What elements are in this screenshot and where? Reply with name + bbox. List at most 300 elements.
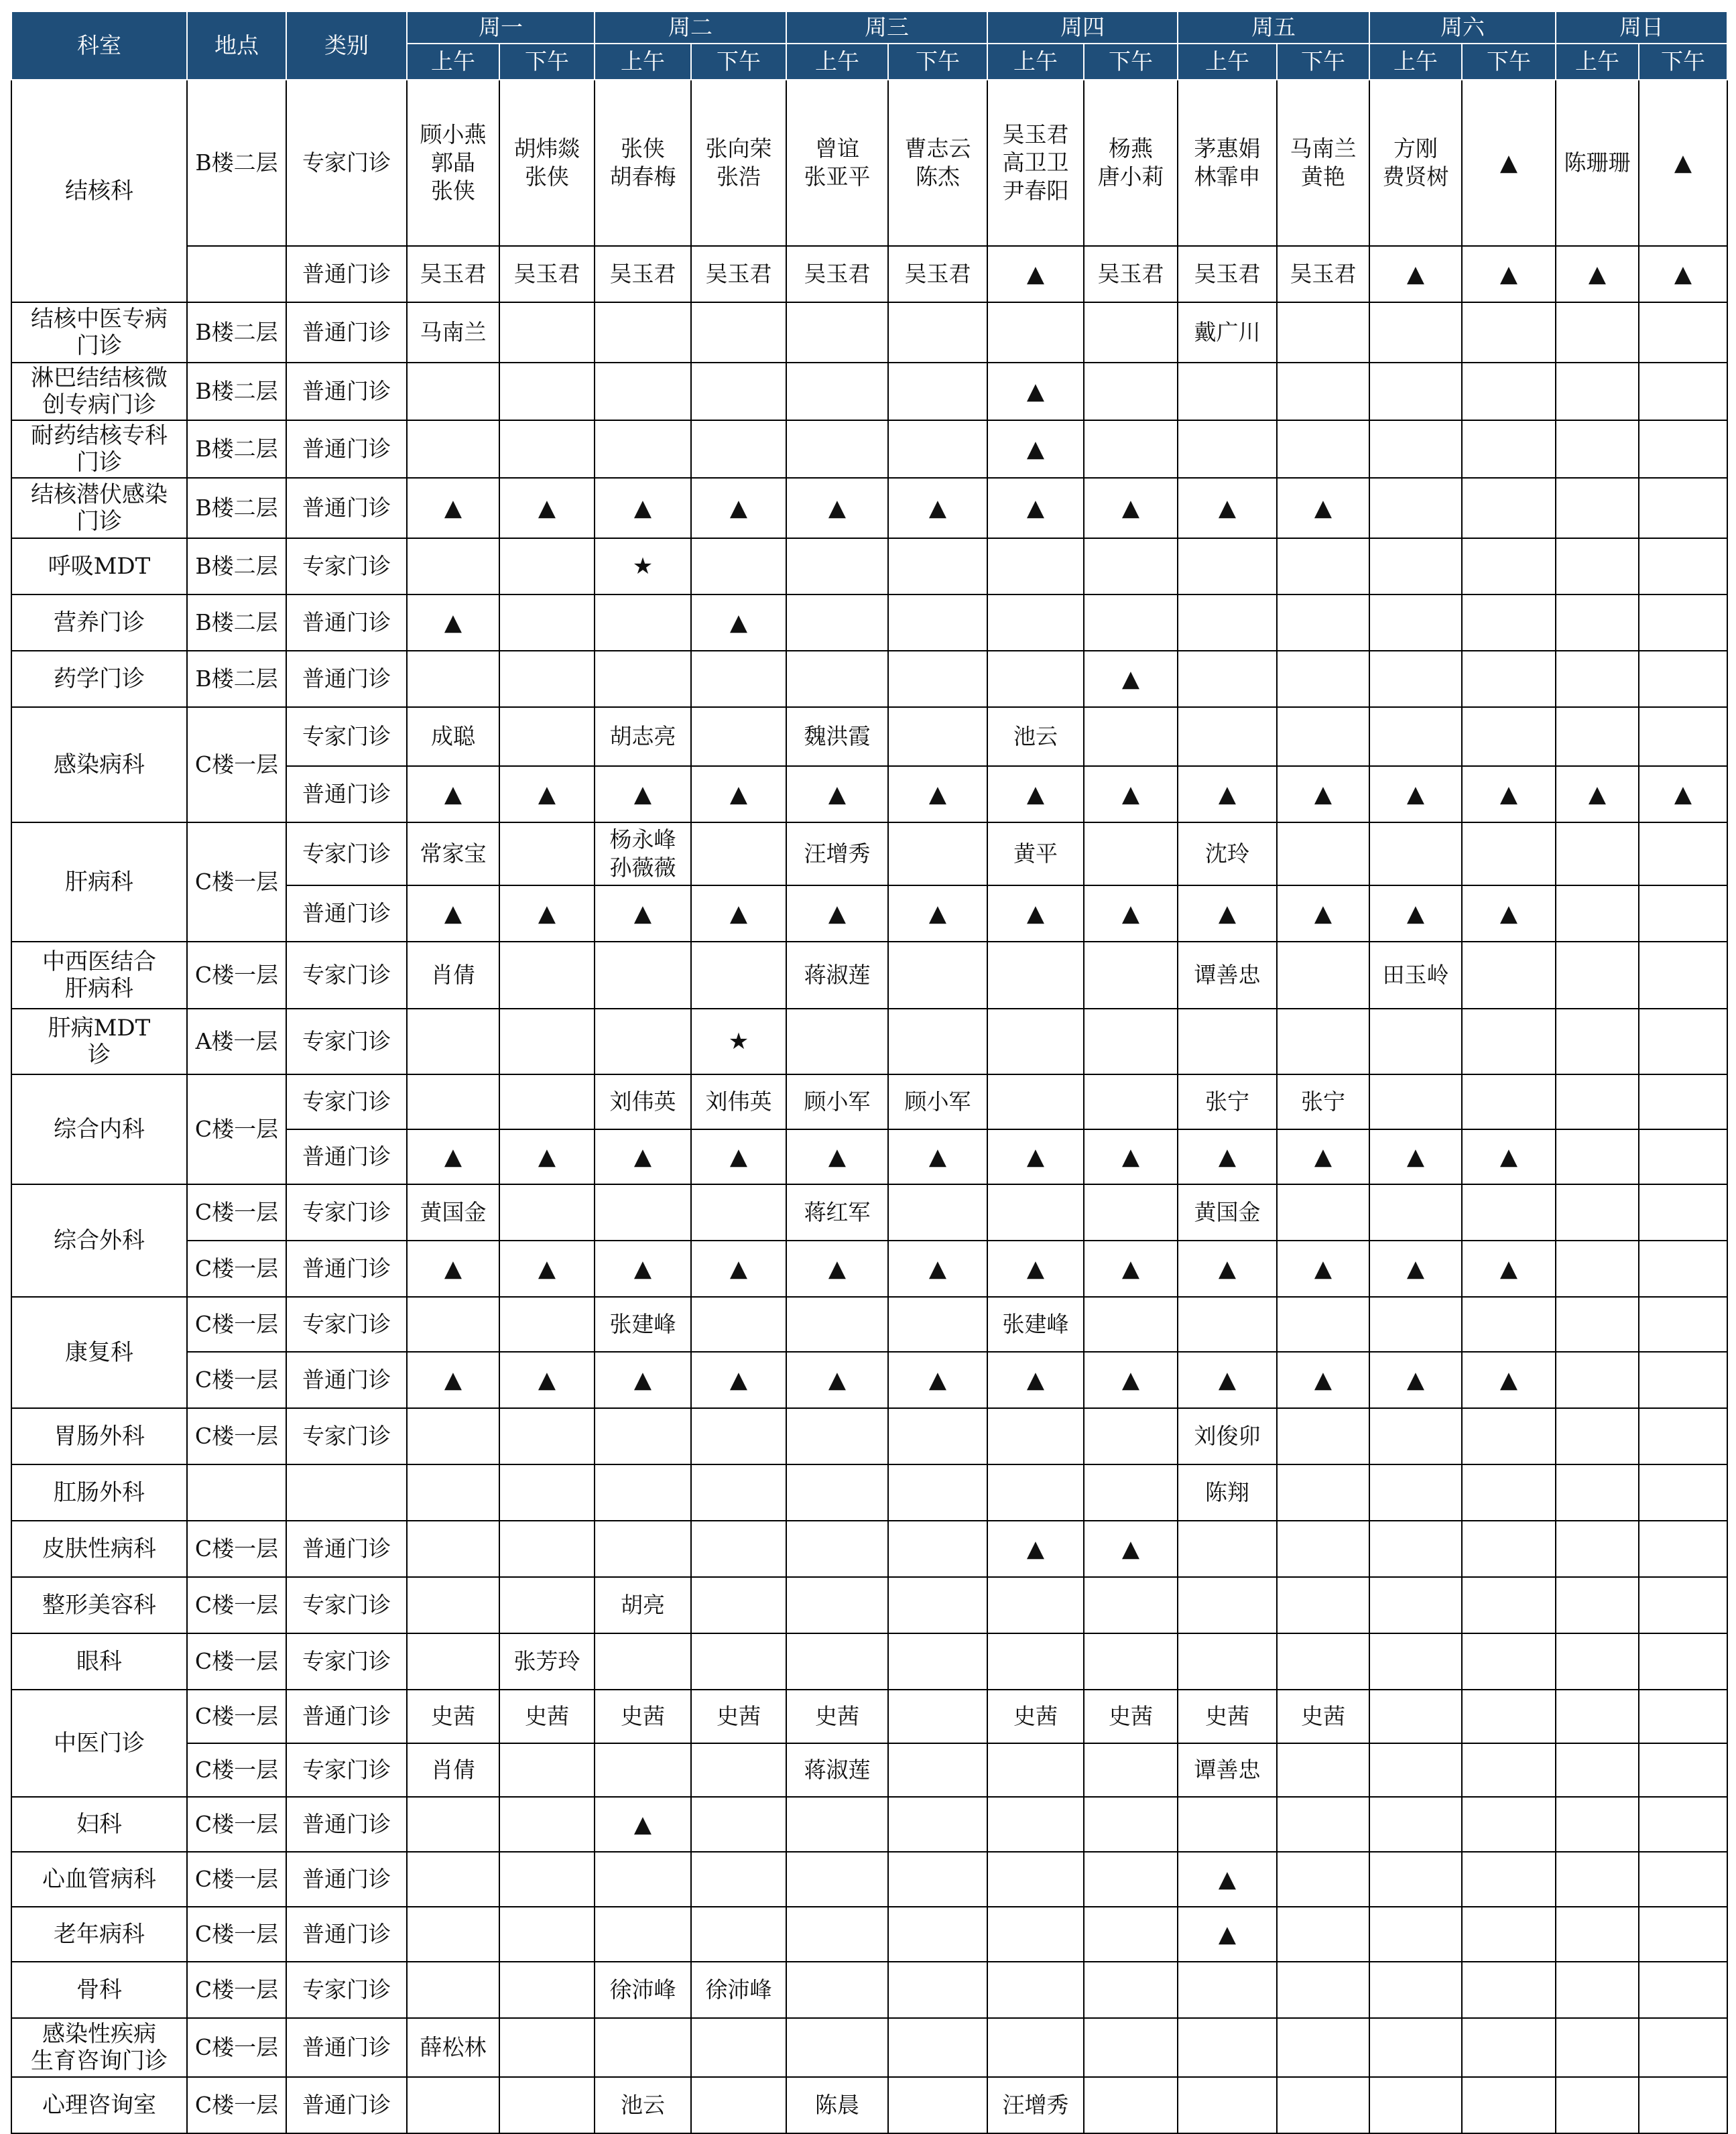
doctor-cell [1369, 1690, 1462, 1743]
doctor-cell [1369, 822, 1462, 885]
doctor-cell [1639, 885, 1727, 942]
location-cell: B楼二层 [187, 302, 286, 363]
doctor-cell: 黄国金 [407, 1184, 499, 1241]
doctor-cell: 田玉岭 [1369, 942, 1462, 1009]
department-name: 综合内科 [11, 1074, 187, 1184]
clinic-type-cell: 普通门诊 [286, 1852, 407, 1907]
doctor-cell: 吴玉君 [499, 246, 595, 302]
doctor-cell [691, 651, 786, 707]
doctor-cell [1556, 538, 1639, 594]
location-cell: C楼一层 [187, 707, 286, 822]
doctor-cell [786, 1962, 888, 2018]
doctor-cell: 刘俊卯 [1178, 1408, 1277, 1464]
location-cell: B楼二层 [187, 651, 286, 707]
doctor-cell [987, 1907, 1084, 1962]
clinic-type-cell: 普通门诊 [286, 1690, 407, 1743]
header-day-tue: 周二 [595, 11, 786, 44]
department-name: 皮肤性病科 [11, 1521, 187, 1577]
doctor-cell [1462, 1408, 1556, 1464]
doctor-cell [499, 420, 595, 478]
doctor-cell [1084, 1633, 1178, 1690]
available-triangle-icon: ▲ [1556, 766, 1639, 822]
available-triangle-icon: ▲ [1178, 885, 1277, 942]
doctor-cell [691, 2077, 786, 2133]
doctor-cell [888, 707, 987, 766]
available-triangle-icon: ▲ [499, 1129, 595, 1184]
available-triangle-icon: ▲ [691, 478, 786, 538]
schedule-row [11, 1907, 1727, 1962]
doctor-cell [1556, 1852, 1639, 1907]
doctor-cell [786, 1464, 888, 1521]
doctor-cell [888, 2077, 987, 2133]
doctor-cell: 常家宝 [407, 822, 499, 885]
doctor-cell [499, 1408, 595, 1464]
doctor-cell: 黄平 [987, 822, 1084, 885]
doctor-cell [1084, 1907, 1178, 1962]
schedule-row [11, 1633, 1727, 1690]
doctor-cell [888, 1521, 987, 1577]
schedule-row [11, 1797, 1727, 1852]
doctor-cell [1277, 2077, 1369, 2133]
available-triangle-icon: ▲ [888, 1241, 987, 1297]
doctor-cell [786, 302, 888, 363]
doctor-cell [1084, 1797, 1178, 1852]
available-triangle-icon: ▲ [407, 766, 499, 822]
doctor-cell [1556, 1241, 1639, 1297]
doctor-cell [1639, 1129, 1727, 1184]
doctor-cell [888, 1408, 987, 1464]
doctor-cell: 吴玉君 [1084, 246, 1178, 302]
location-cell: C楼一层 [187, 1907, 286, 1962]
doctor-cell [1369, 1009, 1462, 1074]
doctor-cell [1277, 1633, 1369, 1690]
schedule-row [11, 1241, 1727, 1297]
doctor-cell [1084, 1184, 1178, 1241]
doctor-cell [1639, 1852, 1727, 1907]
doctor-cell [1556, 651, 1639, 707]
doctor-cell [1462, 1074, 1556, 1129]
doctor-cell: 顾小军 [888, 1074, 987, 1129]
available-triangle-icon: ▲ [595, 1797, 691, 1852]
doctor-cell [499, 363, 595, 420]
doctor-cell [1369, 594, 1462, 651]
available-triangle-icon: ▲ [691, 1241, 786, 1297]
doctor-cell [1369, 1184, 1462, 1241]
doctor-cell [1639, 363, 1727, 420]
doctor-cell: 吴玉君 [691, 246, 786, 302]
schedule-row [11, 246, 1727, 302]
doctor-cell [407, 1962, 499, 2018]
location-cell: B楼二层 [187, 478, 286, 538]
clinic-type-cell: 专家门诊 [286, 1743, 407, 1797]
available-triangle-icon: ▲ [888, 766, 987, 822]
doctor-cell: 陈珊珊 [1556, 80, 1639, 246]
clinic-type-cell [286, 1464, 407, 1521]
clinic-type-cell: 普通门诊 [286, 1797, 407, 1852]
doctor-cell [1639, 1690, 1727, 1743]
location-cell: C楼一层 [187, 1521, 286, 1577]
department-name: 中西医结合 肝病科 [11, 942, 187, 1009]
available-triangle-icon: ▲ [1084, 1241, 1178, 1297]
doctor-cell [407, 1852, 499, 1907]
doctor-cell [1369, 1408, 1462, 1464]
clinic-type-cell: 专家门诊 [286, 538, 407, 594]
doctor-cell [1084, 1464, 1178, 1521]
doctor-cell [1639, 1521, 1727, 1577]
doctor-cell [1556, 1352, 1639, 1408]
doctor-cell [1462, 1852, 1556, 1907]
doctor-cell [1084, 538, 1178, 594]
doctor-cell [987, 1009, 1084, 1074]
available-triangle-icon: ▲ [1277, 885, 1369, 942]
doctor-cell [1084, 707, 1178, 766]
doctor-cell [499, 1521, 595, 1577]
header-pm: 下午 [1639, 44, 1727, 80]
doctor-cell [595, 651, 691, 707]
clinic-type-cell: 普通门诊 [286, 1129, 407, 1184]
doctor-cell [1277, 594, 1369, 651]
doctor-cell [1178, 1962, 1277, 2018]
doctor-cell [1556, 2077, 1639, 2133]
doctor-cell: 史茜 [407, 1690, 499, 1743]
doctor-cell [499, 942, 595, 1009]
available-triangle-icon: ▲ [987, 766, 1084, 822]
doctor-cell [1462, 1184, 1556, 1241]
doctor-cell [499, 1297, 595, 1352]
location-cell [187, 1464, 286, 1521]
doctor-cell [1178, 363, 1277, 420]
doctor-cell [786, 594, 888, 651]
doctor-cell [1462, 651, 1556, 707]
doctor-cell [1369, 420, 1462, 478]
doctor-cell [1369, 1633, 1462, 1690]
available-triangle-icon: ▲ [595, 1241, 691, 1297]
doctor-cell [1369, 1743, 1462, 1797]
doctor-cell [786, 1521, 888, 1577]
doctor-cell: 史茜 [1084, 1690, 1178, 1743]
available-triangle-icon: ▲ [888, 478, 987, 538]
doctor-cell [1639, 1241, 1727, 1297]
doctor-cell [888, 1009, 987, 1074]
doctor-cell: 张建峰 [987, 1297, 1084, 1352]
doctor-cell [407, 1633, 499, 1690]
doctor-cell [1178, 1797, 1277, 1852]
doctor-cell: 马南兰 黄艳 [1277, 80, 1369, 246]
doctor-cell [691, 707, 786, 766]
doctor-cell [1462, 1297, 1556, 1352]
department-name: 心血管病科 [11, 1852, 187, 1907]
header-day-sat: 周六 [1369, 11, 1556, 44]
doctor-cell [1639, 1743, 1727, 1797]
doctor-cell [691, 1297, 786, 1352]
available-triangle-icon: ▲ [1277, 1352, 1369, 1408]
doctor-cell [1178, 1521, 1277, 1577]
doctor-cell [1556, 1633, 1639, 1690]
available-triangle-icon: ▲ [407, 1129, 499, 1184]
doctor-cell [1277, 1907, 1369, 1962]
doctor-cell [888, 1184, 987, 1241]
doctor-cell: 方刚 费贤树 [1369, 80, 1462, 246]
available-triangle-icon: ▲ [786, 1352, 888, 1408]
doctor-cell: 刘伟英 [595, 1074, 691, 1129]
doctor-cell [1556, 1962, 1639, 2018]
doctor-cell [691, 302, 786, 363]
doctor-cell [691, 363, 786, 420]
doctor-cell [1462, 302, 1556, 363]
doctor-cell [1639, 302, 1727, 363]
doctor-cell [1277, 1297, 1369, 1352]
doctor-cell [499, 2077, 595, 2133]
available-triangle-icon: ▲ [888, 885, 987, 942]
header-day-thu: 周四 [987, 11, 1178, 44]
clinic-type-cell: 专家门诊 [286, 1074, 407, 1129]
department-name: 药学门诊 [11, 651, 187, 707]
schedule-row [11, 538, 1727, 594]
available-triangle-icon: ▲ [1084, 885, 1178, 942]
doctor-cell [1178, 1577, 1277, 1633]
doctor-cell [1277, 363, 1369, 420]
clinic-type-cell: 普通门诊 [286, 302, 407, 363]
mdt-star-icon: ★ [691, 1009, 786, 1074]
doctor-cell [407, 1577, 499, 1633]
doctor-cell [407, 651, 499, 707]
doctor-cell [1084, 1408, 1178, 1464]
department-name: 结核中医专病 门诊 [11, 302, 187, 363]
available-triangle-icon: ▲ [786, 885, 888, 942]
doctor-cell [786, 1297, 888, 1352]
available-triangle-icon: ▲ [595, 1129, 691, 1184]
available-triangle-icon: ▲ [499, 1241, 595, 1297]
doctor-cell [1462, 363, 1556, 420]
department-name: 肛肠外科 [11, 1464, 187, 1521]
available-triangle-icon: ▲ [499, 1352, 595, 1408]
doctor-cell [1462, 1743, 1556, 1797]
doctor-cell [1369, 1797, 1462, 1852]
doctor-cell [1639, 1577, 1727, 1633]
doctor-cell [1084, 363, 1178, 420]
doctor-cell: 曾谊 张亚平 [786, 80, 888, 246]
available-triangle-icon: ▲ [1462, 885, 1556, 942]
doctor-cell [786, 1852, 888, 1907]
doctor-cell [1639, 1074, 1727, 1129]
location-cell: C楼一层 [187, 1184, 286, 1241]
header-pm: 下午 [499, 44, 595, 80]
clinic-type-cell: 专家门诊 [286, 1633, 407, 1690]
doctor-cell: 顾小燕 郭晶 张侠 [407, 80, 499, 246]
doctor-cell: 史茜 [595, 1690, 691, 1743]
doctor-cell [1556, 942, 1639, 1009]
doctor-cell [691, 420, 786, 478]
header-location: 地点 [187, 11, 286, 80]
schedule-row [11, 707, 1727, 766]
doctor-cell: 张建峰 [595, 1297, 691, 1352]
doctor-cell [595, 1907, 691, 1962]
doctor-cell [888, 822, 987, 885]
available-triangle-icon: ▲ [1178, 1241, 1277, 1297]
doctor-cell [786, 1907, 888, 1962]
clinic-type-cell: 普通门诊 [286, 363, 407, 420]
available-triangle-icon: ▲ [1462, 1241, 1556, 1297]
doctor-cell [1462, 1797, 1556, 1852]
available-triangle-icon: ▲ [786, 1241, 888, 1297]
doctor-cell: 史茜 [1277, 1690, 1369, 1743]
available-triangle-icon: ▲ [595, 1352, 691, 1408]
doctor-cell [1639, 1633, 1727, 1690]
schedule-row [11, 1408, 1727, 1464]
doctor-cell [1277, 1577, 1369, 1633]
doctor-cell: 陈晨 [786, 2077, 888, 2133]
department-name: 妇科 [11, 1797, 187, 1852]
doctor-cell: 史茜 [786, 1690, 888, 1743]
doctor-cell [691, 1852, 786, 1907]
location-cell: C楼一层 [187, 1408, 286, 1464]
doctor-cell: 肖倩 [407, 1743, 499, 1797]
doctor-cell [1556, 478, 1639, 538]
doctor-cell [1462, 538, 1556, 594]
outpatient-schedule-table [11, 11, 1728, 2134]
schedule-row [11, 651, 1727, 707]
doctor-cell [595, 942, 691, 1009]
doctor-cell [888, 1797, 987, 1852]
doctor-cell [1369, 1577, 1462, 1633]
doctor-cell [595, 1852, 691, 1907]
available-triangle-icon: ▲ [595, 478, 691, 538]
doctor-cell [1277, 302, 1369, 363]
department-name: 老年病科 [11, 1907, 187, 1962]
doctor-cell [407, 1464, 499, 1521]
doctor-cell [499, 538, 595, 594]
doctor-cell [407, 1074, 499, 1129]
doctor-cell [691, 538, 786, 594]
doctor-cell: 杨永峰 孙薇薇 [595, 822, 691, 885]
doctor-cell [1556, 363, 1639, 420]
doctor-cell [595, 594, 691, 651]
location-cell: C楼一层 [187, 2077, 286, 2133]
doctor-cell [499, 1074, 595, 1129]
doctor-cell [1639, 594, 1727, 651]
location-cell: C楼一层 [187, 1743, 286, 1797]
doctor-cell [888, 651, 987, 707]
doctor-cell [1277, 822, 1369, 885]
available-triangle-icon: ▲ [691, 766, 786, 822]
available-triangle-icon: ▲ [1178, 1352, 1277, 1408]
clinic-type-cell: 专家门诊 [286, 707, 407, 766]
doctor-cell [786, 420, 888, 478]
doctor-cell [1369, 1074, 1462, 1129]
available-triangle-icon: ▲ [595, 766, 691, 822]
doctor-cell: 吴玉君 [595, 246, 691, 302]
available-triangle-icon: ▲ [1462, 1352, 1556, 1408]
doctor-cell [1462, 1962, 1556, 2018]
doctor-cell: 谭善忠 [1178, 942, 1277, 1009]
schedule-row [11, 1009, 1727, 1074]
available-triangle-icon: ▲ [1084, 1521, 1178, 1577]
mdt-star-icon: ★ [595, 538, 691, 594]
doctor-cell [1639, 478, 1727, 538]
doctor-cell [1639, 2077, 1727, 2133]
available-triangle-icon: ▲ [1277, 1129, 1369, 1184]
doctor-cell [1277, 1464, 1369, 1521]
available-triangle-icon: ▲ [1084, 1129, 1178, 1184]
doctor-cell [1277, 1962, 1369, 2018]
doctor-cell: 汪增秀 [987, 2077, 1084, 2133]
available-triangle-icon: ▲ [987, 1352, 1084, 1408]
available-triangle-icon: ▲ [1369, 885, 1462, 942]
doctor-cell [1556, 885, 1639, 942]
doctor-cell [1462, 1633, 1556, 1690]
doctor-cell [1084, 1852, 1178, 1907]
doctor-cell: 谭善忠 [1178, 1743, 1277, 1797]
location-cell: C楼一层 [187, 1074, 286, 1184]
department-name: 眼科 [11, 1633, 187, 1690]
doctor-cell [1462, 1464, 1556, 1521]
available-triangle-icon: ▲ [691, 885, 786, 942]
doctor-cell [1639, 1797, 1727, 1852]
doctor-cell [691, 1184, 786, 1241]
available-triangle-icon: ▲ [499, 478, 595, 538]
doctor-cell [786, 1797, 888, 1852]
doctor-cell [1084, 1009, 1178, 1074]
doctor-cell [1277, 1184, 1369, 1241]
location-cell: C楼一层 [187, 1690, 286, 1743]
location-cell: B楼二层 [187, 420, 286, 478]
doctor-cell [499, 1009, 595, 1074]
doctor-cell [1277, 1797, 1369, 1852]
clinic-type-cell: 普通门诊 [286, 1241, 407, 1297]
doctor-cell [1277, 1743, 1369, 1797]
clinic-type-cell: 专家门诊 [286, 1184, 407, 1241]
doctor-cell [499, 1577, 595, 1633]
doctor-cell: 徐沛峰 [595, 1962, 691, 2018]
clinic-type-cell: 普通门诊 [286, 2077, 407, 2133]
doctor-cell [786, 363, 888, 420]
doctor-cell [1462, 1009, 1556, 1074]
header-day-mon: 周一 [407, 11, 595, 44]
available-triangle-icon: ▲ [987, 246, 1084, 302]
available-triangle-icon: ▲ [1178, 478, 1277, 538]
available-triangle-icon: ▲ [987, 885, 1084, 942]
doctor-cell [1277, 420, 1369, 478]
doctor-cell: 胡志亮 [595, 707, 691, 766]
doctor-cell [888, 1852, 987, 1907]
clinic-type-cell: 专家门诊 [286, 1297, 407, 1352]
doctor-cell [786, 1408, 888, 1464]
doctor-cell: 沈玲 [1178, 822, 1277, 885]
header-pm: 下午 [1084, 44, 1178, 80]
available-triangle-icon: ▲ [1556, 246, 1639, 302]
doctor-cell [1369, 651, 1462, 707]
clinic-type-cell: 普通门诊 [286, 594, 407, 651]
department-name: 感染病科 [11, 707, 187, 822]
doctor-cell: 顾小军 [786, 1074, 888, 1129]
doctor-cell [1639, 707, 1727, 766]
doctor-cell [1639, 1297, 1727, 1352]
doctor-cell [407, 420, 499, 478]
department-name: 肝病科 [11, 822, 187, 942]
schedule-row [11, 942, 1727, 1009]
doctor-cell [888, 1743, 987, 1797]
doctor-cell [1178, 538, 1277, 594]
doctor-cell [1556, 1129, 1639, 1184]
doctor-cell [407, 538, 499, 594]
doctor-cell: 张宁 [1178, 1074, 1277, 1129]
doctor-cell [987, 1743, 1084, 1797]
doctor-cell [1462, 822, 1556, 885]
available-triangle-icon: ▲ [1084, 1352, 1178, 1408]
doctor-cell [888, 302, 987, 363]
doctor-cell [1556, 1408, 1639, 1464]
doctor-cell [888, 1633, 987, 1690]
